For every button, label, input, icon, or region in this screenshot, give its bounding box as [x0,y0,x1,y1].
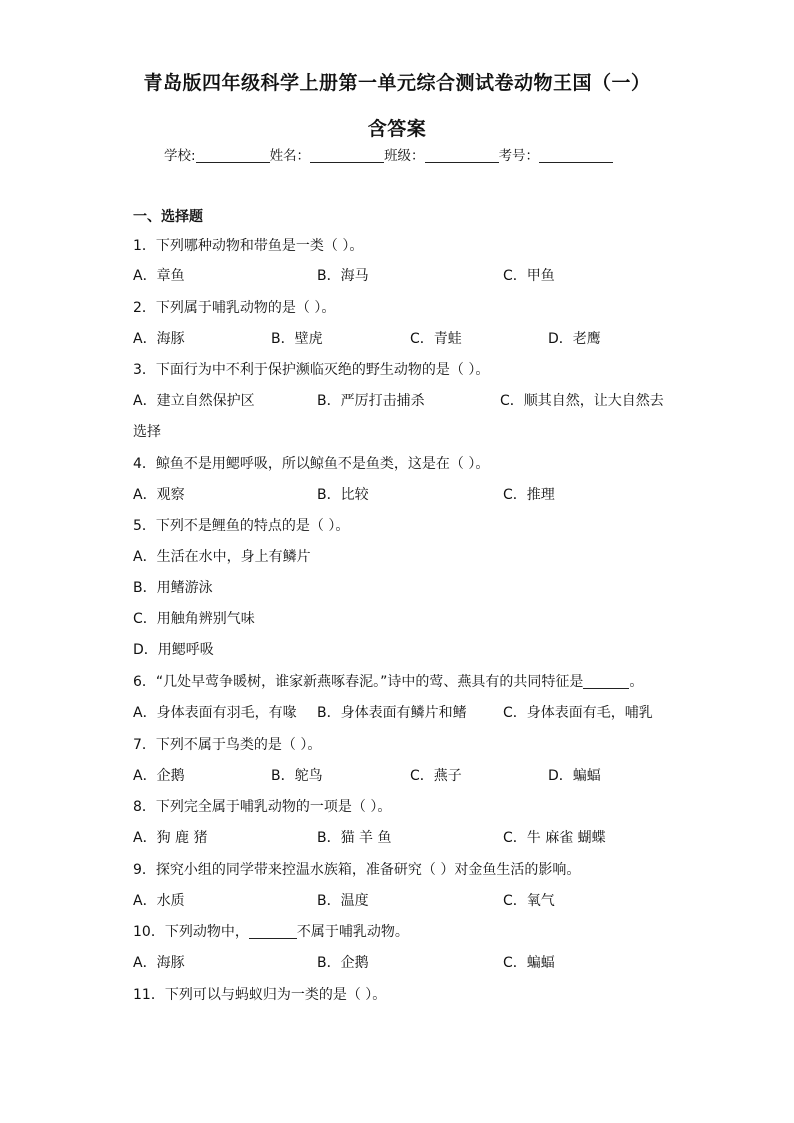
question-4: 4．鲸鱼不是用鳃呼吸，所以鲸鱼不是鱼类，这是在（ ）。 [133,456,490,472]
q7-option-c: C．燕子 [410,768,462,784]
question-1: 1．下列哪种动物和带鱼是一类（ ）。 [133,238,364,254]
q8-option-b: B．猫 羊 鱼 [317,830,392,846]
q9-option-b: B．温度 [317,893,369,909]
q8-option-c: C．牛 麻雀 蝴蝶 [503,830,606,846]
id-blank [539,148,613,163]
question-8: 8．下列完全属于哺乳动物的一项是（ ）。 [133,799,392,815]
q5-option-b: B．用鳍游泳 [133,580,213,596]
q2-option-a: A．海豚 [133,331,185,347]
id-label: 考号： [498,148,540,164]
q7-option-a: A．企鹅 [133,768,185,784]
q10-option-c: C．蝙蝠 [503,955,555,971]
question-6 [133,671,643,691]
q6-option-b: B．身体表面有鳞片和鳍 [317,705,467,721]
q1-option-a: A．章鱼 [133,268,185,284]
question-9: 9．探究小组的同学带来控温水族箱，准备研究（ ）对金鱼生活的影响。 [133,862,581,878]
q1-option-b: B．海马 [317,268,369,284]
q10-stem-end: 不属于哺乳动物。 [296,924,409,940]
q10-option-b: B．企鹅 [317,955,369,971]
q4-option-b: B．比较 [317,487,369,503]
q7-option-b: B．鸵鸟 [271,768,323,784]
q4-option-a: A．观察 [133,487,185,503]
q6-stem-end: 。 [629,674,644,690]
q9-option-c: C．氧气 [503,893,555,909]
q3-option-a: A．建立自然保护区 [133,393,255,409]
q2-option-c: C．青蛙 [410,331,462,347]
q10-stem-start: 10．下列动物中， [133,924,249,940]
question-5: 5．下列不是鲤鱼的特点的是（ ）。 [133,518,350,534]
q9-option-a: A．水质 [133,893,185,909]
q10-option-a: A．海豚 [133,955,185,971]
q5-option-d: D．用鳃呼吸 [133,642,214,658]
student-info-line [164,144,613,164]
name-label: 姓名： [269,148,311,164]
class-label: 班级： [384,148,425,164]
q3-option-b: B．严厉打击捕杀 [317,393,425,409]
q5-option-c: C．用触角辨别气味 [133,611,255,627]
q4-option-c: C．推理 [503,487,555,503]
q6-option-a: A．身体表面有羽毛，有喙 [133,705,297,721]
question-7: 7．下列不属于鸟类的是（ ）。 [133,737,322,753]
q3-option-c-continued: 选择 [133,424,161,440]
page-subtitle: 含答案 [367,118,427,140]
section-title: 一、选择题 [133,209,203,225]
q7-option-d: D．蝙蝠 [548,768,601,784]
name-blank [310,148,384,163]
page-title: 青岛版四年级科学上册第一单元综合测试卷动物王国（一） [143,72,651,94]
school-blank [196,148,270,163]
q2-option-b: B．壁虎 [271,331,323,347]
q10-answer-blank [249,924,297,939]
q6-answer-blank [583,674,629,689]
question-11: 11．下列可以与蚂蚁归为一类的是（ ）。 [133,987,387,1003]
q5-option-a: A．生活在水中，身上有鳞片 [133,549,311,565]
question-3: 3．下面行为中不利于保护濒临灭绝的野生动物的是（ ）。 [133,362,490,378]
class-blank [425,148,499,163]
question-2: 2．下列属于哺乳动物的是（ ）。 [133,300,336,316]
q1-option-c: C．甲鱼 [503,268,555,284]
school-label: 学校: [164,148,196,164]
q8-option-a: A．狗 鹿 猪 [133,830,208,846]
question-10 [133,921,409,941]
q6-stem-start: 6．“几处早莺争暖树，谁家新燕啄春泥。”诗中的莺、燕具有的共同特征是 [133,674,584,690]
q3-option-c: C．顺其自然，让大自然去 [500,393,664,409]
q2-option-d: D．老鹰 [548,331,601,347]
q6-option-c: C．身体表面有毛，哺乳 [503,705,653,721]
